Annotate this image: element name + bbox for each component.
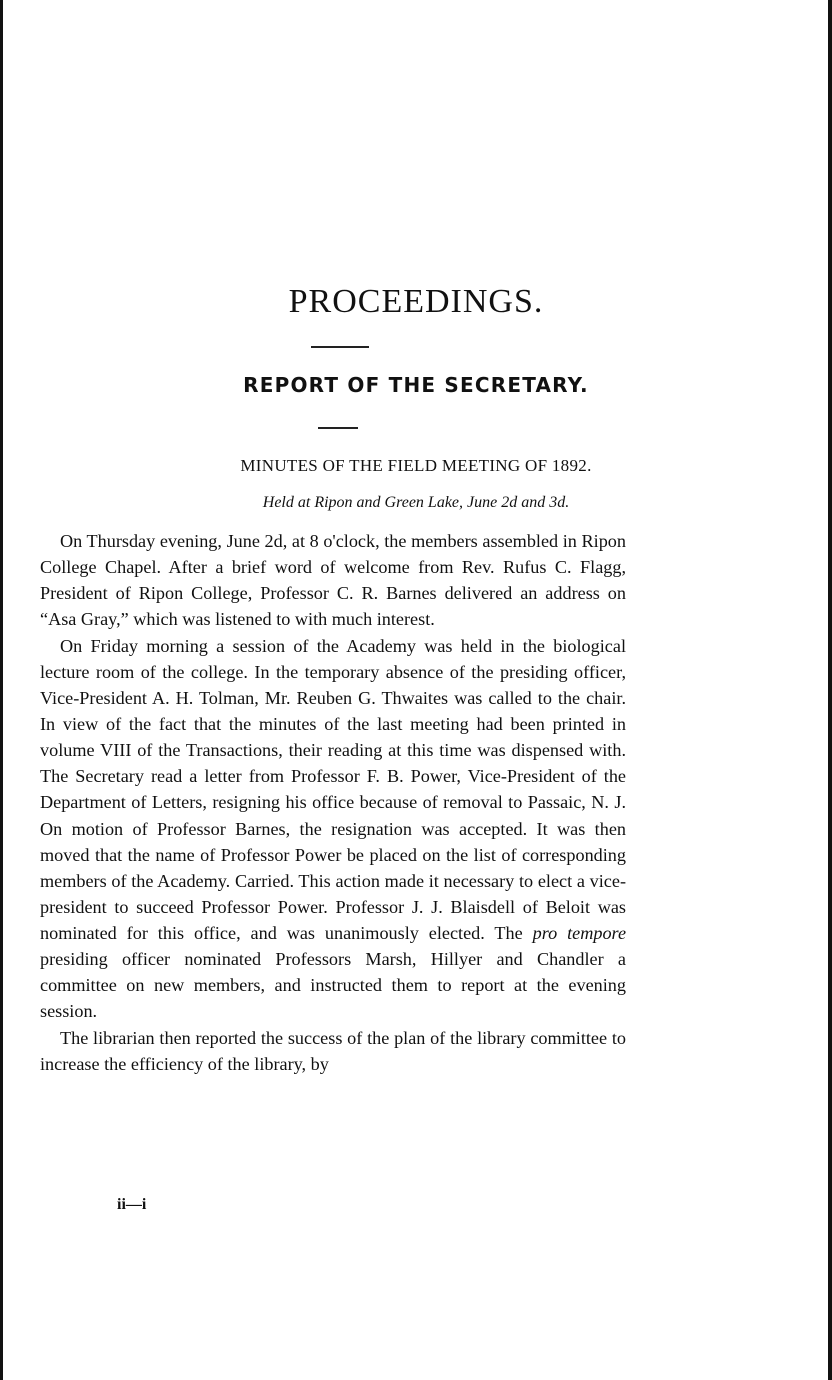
paragraph-2-part-b: presiding officer nominated Professors Marsh, Hillyer and Chandler a committee on new members, and instructed them to report at the evening session.	[40, 948, 626, 1021]
section-title: REPORT OF THE SECRETARY.	[243, 373, 589, 397]
title-rule	[311, 346, 369, 348]
paragraph-3: The librarian then reported the success of the plan of the library committee to increase the efficiency of the library, by	[40, 1027, 626, 1074]
paragraph-2-italic: pro tempore	[532, 922, 627, 943]
meeting-location-heading: Held at Ripon and Green Lake, June 2d and 3d.	[262, 494, 570, 511]
scan-border-left	[0, 0, 3, 1380]
body-text	[40, 528, 626, 1077]
scan-border-right	[828, 0, 832, 1380]
signature-mark: ii—i	[117, 1196, 147, 1213]
section-rule	[318, 427, 358, 429]
paragraph-2	[40, 633, 626, 1024]
paragraph-2-part-a: On Friday morning a session of the Academy was held in the biological lecture room of the college. In the temporary absence of the presiding officer, Vice-President A. H. Tolman, Mr. Reuben G. Thwaites was called to the chair. In view of the fact that the minutes of the last meeting had been printed in volume VIII of the Transactions, their reading at this time was dispensed with. The Secretary read a letter from Professor F. B. Power, Vice-President of the Department of Letters, resigning his office because of removal to Passaic, N. J. On motion of Professor Barnes, the resignation was accepted. It was then moved that the name of Professor Power be placed on the list of corresponding members of the Academy. Carried. This action made it necessary to elect a vice-president to succeed Professor Power. Professor J. J. Blaisdell of Beloit was nominated for this office, and was unanimously elected. The	[40, 636, 626, 943]
page-title: PROCEEDINGS.	[288, 283, 544, 320]
paragraph-1: On Thursday evening, June 2d, at 8 o'clock, the members assembled in Ripon College Chapel. After a brief word of welcome from Rev. Rufus C. Flagg, President of Ripon College, Professor C. R. Barnes delivered an address on “Asa Gray,” which was listened to with much interest.	[40, 531, 626, 630]
minutes-heading: MINUTES OF THE FIELD MEETING OF 1892.	[240, 456, 592, 475]
